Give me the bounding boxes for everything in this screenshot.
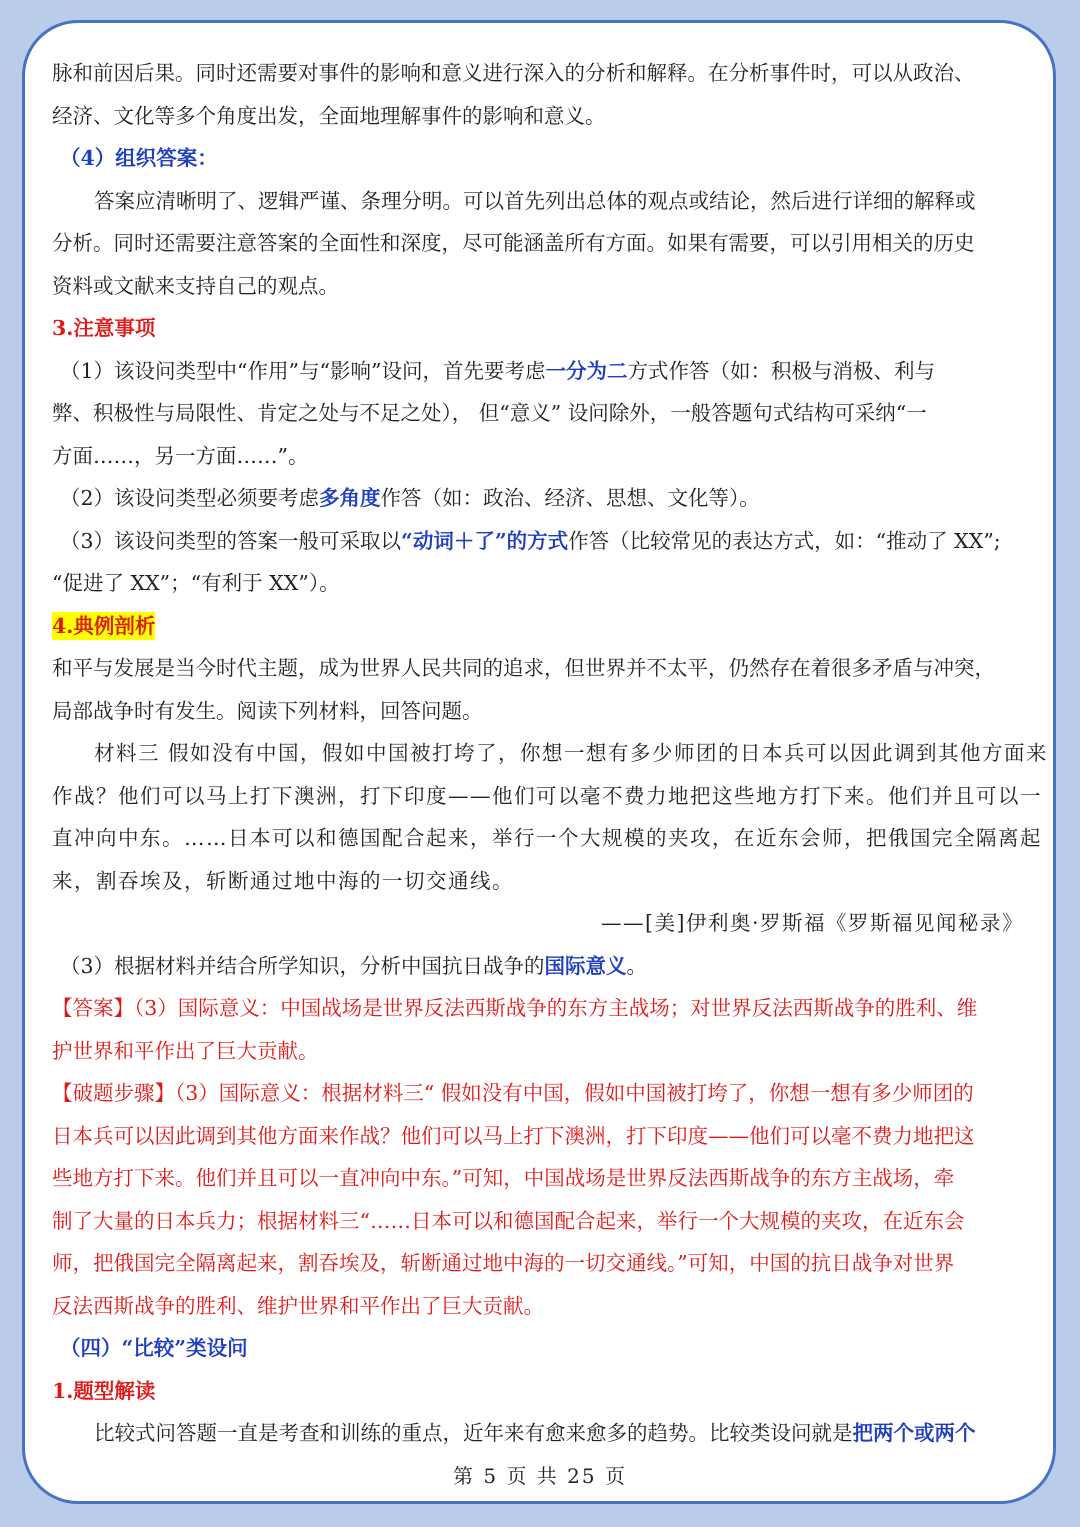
section-heading-example [52,605,1032,648]
page-number-footer: 第 5 页 共 25 页 [453,1464,627,1488]
solution-steps-text: 师，把俄国完全隔离起来，割吞埃及，斩断通过地中海的一切交通线。”可知，中国的抗日战争对世界 [52,1251,955,1275]
section-heading-notes: 3.注意事项 [52,316,156,340]
material-quote: 作战？他们可以马上打下澳洲，打下印度——他们可以毫不费力地把这些地方打下来。他们并且可以一 [52,783,1042,808]
subheading-organize-answer: （4）组织答案： [60,146,218,170]
solution-steps-text: 制了大量的日本兵力；根据材料三“……日本可以和德国配合起来，举行一个大规模的夹攻，在近东会 [52,1208,965,1233]
section-heading-comparison: （四）“比较”类设问 [60,1336,248,1360]
note-item-3: （3）该设问类型的答案一般可采取以“动词＋了”的方式作答（比较常见的表达方式，如：“推动了 XX”; [60,528,1001,553]
solution-steps-text: 些地方打下来。他们并且可以一直冲向中东。”可知，中国战场是世界反法西斯战争的东方主战场，牵 [52,1166,955,1190]
emphasis-text: 多角度 [319,486,381,510]
body-text: 比较式问答题一直是考查和训练的重点，近年来有愈来愈多的趋势。比较类设问就是把两个或两个 [94,1421,976,1445]
emphasis-text: 国际意义 [544,953,627,978]
emphasis-text: “动词＋了”的方式 [401,528,569,553]
highlighted-heading: 4.典例剖析 [52,613,156,638]
solution-steps-text: 反法西斯战争的胜利、维护世界和平作出了巨大贡献。 [52,1293,544,1318]
emphasis-text: 把两个或两个 [852,1421,976,1445]
quote-source: ——[美]伊利奥·罗斯福《罗斯福见闻秘录》 [600,911,1024,935]
body-text: 经济、文化等多个角度出发，全面地理解事件的影响和意义。 [52,103,606,128]
body-text: 资料或文献来支持自己的观点。 [52,273,339,298]
body-text: 脉和前因后果。同时还需要对事件的影响和意义进行深入的分析和解释。在分析事件时，可以从政治、 [52,61,975,85]
answer-text: 护世界和平作出了巨大贡献。 [52,1038,319,1063]
note-item-1: （1）该设问类型中“作用”与“影响”设问，首先要考虑一分为二方式作答（如：积极与消极、利与 [60,358,935,383]
solution-steps-text: 日本兵可以因此调到其他方面来作战？他们可以马上打下澳洲，打下印度——他们可以毫不费力地把这 [52,1123,975,1148]
material-quote: 来，割吞埃及，斩断通过地中海的一切交通线。 [52,868,514,893]
body-text: 分析。同时还需要注意答案的全面性和深度，尽可能涵盖所有方面。如果有需要，可以引用相关的历史 [52,231,975,255]
section-heading-type-reading: 1.题型解读 [52,1378,156,1403]
body-text: 方面……，另一方面……”。 [52,443,309,468]
answer-text: 【答案】（3）国际意义：中国战场是世界反法西斯战争的东方主战场；对世界反法西斯战争的胜利、维 [52,996,978,1020]
body-text: 弊、积极性与局限性、肯定之处与不足之处）， 但“意义” 设问除外，一般答题句式结构可采纳“一 [52,401,927,425]
solution-steps-text: 【破题步骤】（3）国际意义：根据材料三“ 假如没有中国，假如中国被打垮了，你想一想有多少师团的 [52,1081,974,1105]
material-quote: 直冲向中东。……日本可以和德国配合起来，举行一个大规模的夹攻，在近东会师，把俄国完全隔离起 [52,826,1042,850]
question-text: （3）根据材料并结合所学知识，分析中国抗日战争的国际意义。 [60,953,648,978]
body-text: 答案应清晰明了、逻辑严谨、条理分明。可以首先列出总体的观点或结论，然后进行详细的解释或 [94,188,976,213]
body-text: 和平与发展是当今时代主题，成为世界人民共同的追求，但世界并不太平，仍然存在着很多矛盾与冲突， [52,656,995,680]
emphasis-text: 一分为二 [545,358,628,383]
document-body [52,52,1049,1455]
note-item-2: （2）该设问类型必须要考虑多角度作答（如：政治、经济、思想、文化等）。 [60,486,760,510]
body-text: 局部战争时有发生。阅读下列材料，回答问题。 [52,698,483,723]
material-quote: 材料三 假如没有中国，假如中国被打垮了，你想一想有多少师团的日本兵可以因此调到其他方面来 [94,741,1049,765]
body-text: “促进了 XX”；“有利于 XX”）。 [52,571,340,595]
